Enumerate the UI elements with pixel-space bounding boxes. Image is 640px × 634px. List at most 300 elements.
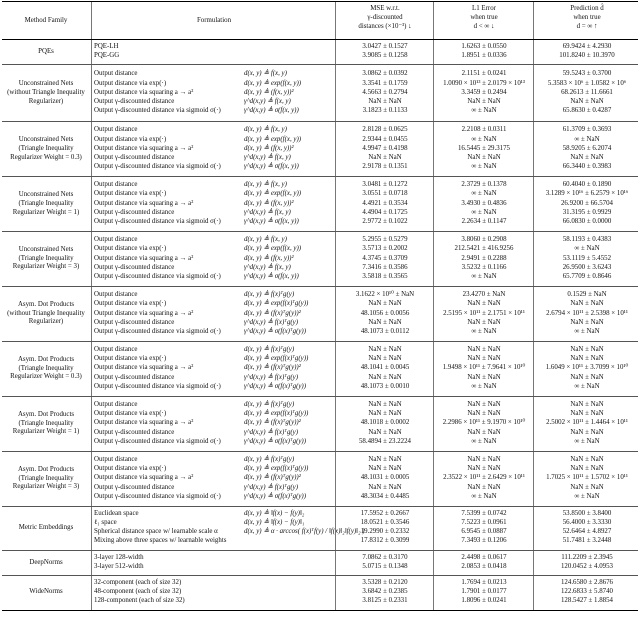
l1-error-cell: NaN ± NaN (467, 483, 501, 491)
method-cell: Output γ-discounted distance (94, 373, 175, 381)
method-family-label-line: (Triangle Inequality (18, 474, 74, 482)
mse-cell: 48.3034 ± 0.4485 (360, 492, 410, 500)
method-group (2, 122, 638, 177)
method-group (2, 65, 638, 122)
column-divider (335, 65, 336, 121)
prediction-cell: 69.9424 ± 4.2930 (562, 43, 612, 50)
prediction-cell: 26.9200 ± 66.5704 (560, 199, 614, 207)
formula-cell: γ^d(x,y) ≜ f(x, y) (244, 97, 291, 105)
l1-error-cell: NaN ± NaN (467, 346, 501, 354)
l1-error-cell: 3.3459 ± 0.2494 (461, 88, 507, 96)
header-l1-error: L1 Error when true d < ∞ ↓ (470, 5, 498, 30)
l1-error-cell: NaN ± NaN (467, 373, 501, 381)
prediction-cell: 1.6049 × 10¹¹ ± 3.7099 × 10¹⁰ (545, 364, 629, 372)
column-divider (91, 287, 92, 341)
column-divider (91, 342, 92, 396)
prediction-cell: ∞ ± NaN (574, 135, 600, 143)
prediction-cell: 65.7709 ± 0.8646 (562, 272, 612, 280)
column-divider (91, 2, 92, 39)
formula-cell: d(x, y) ≜ (f(x, y))² (244, 144, 294, 152)
mse-cell: 5.2955 ± 0.5279 (362, 236, 408, 244)
method-family-label-line: Unconstrained Nets (18, 136, 74, 144)
method-family-label-line: Asym. Dot Products (17, 466, 75, 474)
table-row (2, 236, 638, 245)
prediction-cell: ∞ ± NaN (574, 382, 600, 390)
method-group (2, 177, 638, 232)
l1-error-cell: 1.8951 ± 0.0336 (461, 52, 507, 60)
mse-cell: NaN ± NaN (368, 410, 402, 418)
formula-cell: γ^d(x,y) ≜ f(x)ᵀg(y) (244, 318, 299, 326)
mse-cell: 48.1041 ± 0.0045 (360, 364, 410, 372)
prediction-cell: 2.5002 × 10¹¹ ± 1.4464 × 10¹¹ (546, 419, 628, 427)
prediction-cell: NaN ± NaN (570, 483, 604, 491)
method-cell: Output distance (94, 236, 138, 244)
l1-error-cell: ∞ ± NaN (471, 208, 497, 216)
prediction-cell: 66.0830 ± 0.0000 (562, 218, 612, 225)
method-cell: Output distance via squaring a → a² (94, 309, 194, 317)
column-divider (335, 177, 336, 231)
mse-cell: NaN ± NaN (368, 428, 402, 436)
method-family-label-line: Asym. Dot Products (17, 411, 75, 419)
table-row (2, 319, 638, 328)
column-divider (433, 65, 434, 121)
l1-error-cell: 1.7901 ± 0.0177 (461, 588, 507, 596)
method-family-label-line: DeepNorms (29, 558, 63, 566)
l1-error-cell: 2.5195 × 10¹¹ ± 2.1751 × 10¹¹ (443, 309, 525, 317)
l1-error-cell: 2.3729 ± 0.1378 (461, 181, 507, 189)
header-method-family: Method Family (24, 17, 68, 24)
table-row (2, 310, 638, 319)
column-divider (533, 2, 534, 39)
formula-cell: d(x, y) ≜ f(x)ᵀg(y) (244, 346, 295, 354)
table-row (2, 528, 638, 537)
column-divider (91, 122, 92, 176)
method-cell: Output γ-discounted distance via sigmoid σ(·) (94, 492, 221, 500)
l1-error-cell: 7.5399 ± 0.0742 (461, 509, 507, 517)
method-family-label-line: Asym. Dot Products (17, 301, 75, 309)
mse-cell: 4.9947 ± 0.4198 (362, 144, 408, 152)
method-family-label-line: (without Triangle Inequality (7, 89, 85, 97)
table-row (2, 190, 638, 199)
formula-cell: γ^d(x,y) ≜ σ(f(x, y)) (244, 107, 299, 115)
formula-cell: γ^d(x,y) ≜ σ(f(x)ᵀg(y)) (244, 437, 307, 445)
mse-cell: NaN ± NaN (368, 346, 402, 354)
method-cell: Output distance via squaring a → a² (94, 88, 194, 96)
mse-cell: 3.1823 ± 0.1133 (362, 107, 408, 115)
l1-error-cell: 2.2986 × 10¹¹ ± 9.1970 × 10¹⁰ (442, 419, 526, 427)
mse-cell: 3.3541 ± 0.1759 (362, 79, 408, 87)
l1-error-cell: 2.0853 ± 0.0418 (461, 562, 507, 570)
l1-error-cell: 3.8060 ± 0.2908 (461, 236, 507, 244)
method-family-label-line: Regularizer) (28, 318, 64, 326)
header-prediction: Prediction d̂ when true d = ∞ ↑ (570, 5, 604, 30)
table-row (2, 154, 638, 163)
column-divider (533, 40, 534, 64)
formula-cell: γ^d(x,y) ≜ f(x)ᵀg(y) (244, 428, 299, 436)
prediction-cell: 0.1529 ± NaN (567, 291, 607, 299)
method-group (2, 551, 638, 576)
formula-cell: d(x, y) ≜ (f(x)ᵀg(y))² (244, 419, 301, 427)
method-family-label-line: Metric Embeddings (18, 523, 74, 531)
prediction-cell: NaN ± NaN (570, 318, 604, 326)
formula-cell: γ^d(x,y) ≜ σ(f(x, y)) (244, 218, 299, 225)
l1-error-cell: 2.4498 ± 0.0617 (461, 553, 507, 561)
method-group (2, 40, 638, 65)
prediction-cell: 61.3709 ± 0.3693 (562, 126, 612, 134)
l1-error-cell: NaN ± NaN (467, 401, 501, 408)
formula-cell: γ^d(x,y) ≜ f(x)ᵀg(y) (244, 373, 299, 381)
formula-cell: d(x, y) ≜ f(x, y) (244, 126, 287, 134)
table-row (2, 126, 638, 135)
table-row (2, 209, 638, 218)
method-family-label-line: Unconstrained Nets (18, 246, 74, 254)
method-cell: 32-component (each of size 32) (94, 579, 182, 586)
method-cell: Output distance via squaring a → a² (94, 144, 194, 152)
prediction-cell: 66.3440 ± 0.3983 (562, 163, 612, 171)
method-cell: Output γ-discounted distance via sigmoid σ(·) (94, 163, 221, 171)
mse-cell: 48.1018 ± 0.0002 (360, 419, 410, 427)
prediction-cell: ∞ ± NaN (574, 245, 600, 253)
mse-cell: 48.1073 ± 0.0112 (360, 327, 410, 335)
mse-cell: 18.0521 ± 0.3546 (360, 519, 410, 527)
column-divider (335, 122, 336, 176)
mse-cell: 4.3745 ± 0.3709 (362, 254, 408, 262)
formula-cell: d(x, y) ≜ f(x)ᵀg(y) (244, 291, 295, 299)
prediction-cell: 101.8240 ± 10.3970 (559, 52, 615, 60)
method-cell: 128-component (each of size 32) (94, 597, 185, 605)
table-body (2, 40, 638, 611)
table-row (2, 410, 638, 419)
column-divider (533, 551, 534, 575)
method-cell: Output distance (94, 291, 138, 299)
table-row (2, 465, 638, 474)
method-cell: Output γ-discounted distance via sigmoid σ(·) (94, 107, 221, 115)
mse-cell: 7.3416 ± 0.3586 (362, 263, 408, 271)
l1-error-cell: 7.3493 ± 0.1206 (461, 537, 507, 545)
formula-cell: d(x, y) ≜ (f(x, y))² (244, 254, 294, 262)
column-divider (533, 122, 534, 176)
l1-error-cell: ∞ ± NaN (471, 327, 497, 335)
formula-cell: d(x, y) ≜ exp(f(x)ᵀg(y)) (244, 300, 309, 308)
mse-cell: NaN ± NaN (368, 355, 402, 363)
table-row (2, 554, 638, 563)
method-cell: Euclidean space (94, 509, 139, 517)
method-cell: PQE-GG (94, 52, 120, 60)
table-row (2, 52, 638, 61)
prediction-cell: 59.5243 ± 0.3700 (562, 70, 612, 78)
method-cell: Output distance via exp(·) (94, 355, 167, 363)
mse-cell: 2.9178 ± 0.1351 (362, 163, 408, 171)
mse-cell: 3.9085 ± 0.1258 (362, 52, 408, 60)
column-divider (91, 177, 92, 231)
l1-error-cell: 23.4270 ± NaN (462, 291, 506, 299)
column-divider (433, 2, 434, 39)
mse-cell: 3.0862 ± 0.0392 (362, 70, 408, 78)
table-row (2, 255, 638, 264)
mse-cell: 4.4904 ± 0.1725 (362, 208, 408, 216)
method-cell: 48-component (each of size 32) (94, 588, 182, 596)
prediction-cell: NaN ± NaN (570, 97, 604, 105)
table-row (2, 98, 638, 107)
formula-cell: d(x, y) ≜ f(x, y) (244, 181, 287, 189)
prediction-cell: NaN ± NaN (570, 300, 604, 308)
table-row (2, 291, 638, 300)
formula-cell: γ^d(x,y) ≜ σ(f(x)ᵀg(y)) (244, 382, 307, 390)
table-row (2, 438, 638, 447)
method-family-label-line: Regularizer Weight = 3) (12, 263, 80, 271)
l1-error-cell: 16.5445 ± 29.3175 (457, 144, 511, 152)
formula-cell: d(x, y) ≜ f(x)ᵀg(y) (244, 401, 295, 408)
method-cell: Output distance (94, 346, 138, 354)
formula-cell: d(x, y) ≜ exp(f(x, y)) (244, 190, 302, 198)
method-cell: Output distance via squaring a → a² (94, 199, 194, 207)
method-cell: Output distance via exp(·) (94, 245, 167, 253)
mse-cell: 4.5663 ± 0.2794 (362, 88, 408, 96)
method-family-label-line: (Triangle Inequality (18, 144, 74, 152)
column-divider (533, 507, 534, 550)
method-cell: Output γ-discounted distance (94, 97, 175, 105)
mse-cell: NaN ± NaN (368, 318, 402, 326)
prediction-cell: 5.3583 × 10⁶ ± 1.0582 × 10⁶ (547, 79, 627, 87)
prediction-cell: 2.6794 × 10¹¹ ± 2.5398 × 10¹¹ (546, 309, 628, 317)
mse-cell: 3.5818 ± 0.3565 (362, 272, 408, 280)
column-divider (433, 576, 434, 610)
mse-cell: 3.0481 ± 0.1272 (362, 181, 408, 189)
table-row (2, 328, 638, 337)
column-divider (335, 551, 336, 575)
table-row (2, 519, 638, 528)
prediction-cell: 111.2209 ± 2.3945 (561, 553, 613, 561)
column-divider (91, 40, 92, 64)
method-cell: ℓ₁ space (94, 519, 117, 527)
mse-cell: 3.5713 ± 0.2002 (362, 245, 408, 253)
formula-cell: d(x, y) ≜ (f(x)ᵀg(y))² (244, 474, 301, 482)
l1-error-cell: 6.9545 ± 0.0887 (461, 528, 507, 536)
l1-error-cell: NaN ± NaN (467, 455, 501, 463)
prediction-cell: 1.7025 × 10¹¹ ± 1.5702 × 10¹¹ (546, 474, 628, 482)
mse-cell: 2.9344 ± 0.0455 (362, 135, 408, 143)
l1-error-cell: ∞ ± NaN (471, 437, 497, 445)
method-cell: Output γ-discounted distance (94, 263, 175, 271)
column-divider (533, 177, 534, 231)
method-cell: 3-layer 128-width (94, 553, 144, 561)
method-cell: Output distance via squaring a → a² (94, 364, 194, 372)
mse-cell: NaN ± NaN (368, 465, 402, 473)
prediction-cell: 3.1289 × 10¹⁶ ± 6.2579 × 10¹⁶ (545, 190, 629, 198)
prediction-cell: 120.0452 ± 4.0953 (560, 562, 614, 570)
prediction-cell: 26.9500 ± 3.6243 (562, 263, 612, 271)
formula-cell: d(x, y) ≜ exp(f(x)ᵀg(y)) (244, 465, 309, 473)
table-row (2, 429, 638, 438)
l1-error-cell: 1.0090 × 10¹³ ± 2.0179 × 10¹³ (443, 79, 525, 87)
method-family-label-line: Unconstrained Nets (18, 80, 74, 88)
prediction-cell: NaN ± NaN (570, 355, 604, 363)
mse-cell: 2.9772 ± 0.1022 (362, 218, 408, 225)
table-row (2, 181, 638, 190)
method-family-label-line: Asym. Dot Products (17, 356, 75, 364)
l1-error-cell: NaN ± NaN (467, 318, 501, 326)
prediction-cell: ∞ ± NaN (574, 327, 600, 335)
header-mse: MSE w.r.t. γ-discounted distances (×10⁻³) ↓ (358, 5, 412, 30)
l1-error-cell: NaN ± NaN (467, 153, 501, 161)
formula-cell: d(x, y) ≜ (f(x)ᵀg(y))² (244, 364, 301, 372)
method-cell: Output γ-discounted distance via sigmoid σ(·) (94, 327, 221, 335)
prediction-cell: 122.6833 ± 5.8740 (560, 588, 614, 596)
method-group (2, 232, 638, 287)
method-cell: Output γ-discounted distance via sigmoid σ(·) (94, 382, 221, 390)
prediction-cell: NaN ± NaN (570, 455, 604, 463)
method-group (2, 452, 638, 507)
formula-cell: d(x, y) ≜ ‖f(x) − f(y)‖₂ (244, 509, 305, 517)
l1-error-cell: 2.3522 × 10¹¹ ± 2.6429 × 10¹¹ (443, 474, 525, 482)
column-divider (91, 551, 92, 575)
method-family-label-line: Unconstrained Nets (18, 191, 74, 199)
formula-cell: d(x, y) ≜ α · arccos( f(x)ᵀf(y) / ‖f(x)‖₂‖f(y)‖₂ ) (244, 528, 365, 536)
method-cell: Output γ-discounted distance via sigmoid σ(·) (94, 272, 221, 280)
prediction-cell: 65.8630 ± 0.4287 (562, 107, 612, 115)
table-row (2, 563, 638, 572)
table-row (2, 364, 638, 373)
mse-cell: NaN ± NaN (368, 401, 402, 408)
column-divider (433, 342, 434, 396)
table-row (2, 419, 638, 428)
column-divider (433, 551, 434, 575)
method-family-label-line: (Triangle Inequality (18, 364, 74, 372)
column-divider (433, 452, 434, 506)
formula-cell: d(x, y) ≜ f(x)ᵀg(y) (244, 455, 295, 463)
method-family-label-line: Regularizer Weight = 1) (12, 428, 80, 436)
method-group (2, 507, 638, 551)
header-formulation: Formulation (196, 17, 232, 24)
prediction-cell: NaN ± NaN (570, 346, 604, 354)
mse-cell: NaN ± NaN (368, 97, 402, 105)
table-row (2, 107, 638, 116)
table-row (2, 579, 638, 588)
l1-error-cell: 1.9498 × 10¹¹ ± 7.9641 × 10¹⁰ (442, 364, 526, 372)
formula-cell: γ^d(x,y) ≜ f(x, y) (244, 153, 291, 161)
l1-error-cell: 7.5223 ± 0.0961 (461, 519, 507, 527)
column-divider (533, 397, 534, 451)
l1-error-cell: NaN ± NaN (467, 300, 501, 308)
column-divider (433, 232, 434, 286)
l1-error-cell: 1.6263 ± 0.0550 (461, 43, 507, 50)
method-cell: Output distance (94, 455, 138, 463)
mse-cell: 7.0862 ± 0.3170 (362, 553, 408, 561)
column-divider (533, 232, 534, 286)
method-cell: 3-layer 512-width (94, 562, 144, 570)
column-divider (433, 177, 434, 231)
formula-cell: γ^d(x,y) ≜ σ(f(x)ᵀg(y)) (244, 492, 307, 500)
column-divider (533, 65, 534, 121)
prediction-cell: NaN ± NaN (570, 153, 604, 161)
prediction-cell: 53.8500 ± 3.8400 (562, 509, 612, 517)
mse-cell: 4.4921 ± 0.3534 (362, 199, 408, 207)
method-group (2, 287, 638, 342)
mse-cell: 5.0715 ± 0.1348 (362, 562, 408, 570)
mse-cell: 17.8312 ± 0.3099 (360, 537, 410, 545)
table-row (2, 70, 638, 79)
method-group (2, 576, 638, 611)
formula-cell: γ^d(x,y) ≜ f(x, y) (244, 263, 291, 271)
results-table (2, 1, 638, 611)
method-cell: Mixing above three spaces w/ learnable weights (94, 537, 227, 545)
l1-error-cell: 3.5232 ± 0.1166 (461, 263, 507, 271)
mse-cell: 58.4894 ± 23.2224 (358, 437, 412, 445)
l1-error-cell: 1.7694 ± 0.0213 (461, 579, 507, 586)
method-cell: PQE-LH (94, 43, 119, 50)
prediction-cell: 51.7481 ± 3.2448 (562, 537, 612, 545)
method-cell: Output γ-discounted distance via sigmoid σ(·) (94, 437, 221, 445)
column-divider (433, 122, 434, 176)
mse-cell: NaN ± NaN (368, 455, 402, 463)
l1-error-cell: 2.1151 ± 0.0241 (461, 70, 507, 78)
prediction-cell: NaN ± NaN (570, 410, 604, 418)
prediction-cell: ∞ ± NaN (574, 437, 600, 445)
table-row (2, 597, 638, 606)
mse-cell: NaN ± NaN (368, 373, 402, 381)
table-row (2, 588, 638, 597)
method-group (2, 397, 638, 452)
method-family-label-line: (Triangle Inequality (18, 254, 74, 262)
formula-cell: d(x, y) ≜ exp(f(x, y)) (244, 135, 302, 143)
table-row (2, 493, 638, 502)
column-divider (533, 287, 534, 341)
table-row (2, 537, 638, 546)
column-divider (433, 287, 434, 341)
method-family-label-line: Regularizer Weight = 3) (12, 483, 80, 491)
table-row (2, 264, 638, 273)
l1-error-cell: ∞ ± NaN (471, 272, 497, 280)
method-family-label-line: PQEs (38, 47, 54, 55)
table-row (2, 245, 638, 254)
table-row (2, 43, 638, 52)
column-divider (91, 65, 92, 121)
prediction-cell: 31.3195 ± 0.9929 (562, 208, 612, 216)
column-divider (91, 507, 92, 550)
method-cell: Output γ-discounted distance (94, 153, 175, 161)
l1-error-cell: 3.4930 ± 0.4836 (461, 199, 507, 207)
column-divider (335, 507, 336, 550)
formula-cell: d(x, y) ≜ exp(f(x)ᵀg(y)) (244, 355, 309, 363)
l1-error-cell: ∞ ± NaN (471, 492, 497, 500)
l1-error-cell: NaN ± NaN (467, 355, 501, 363)
column-divider (533, 576, 534, 610)
l1-error-cell: NaN ± NaN (467, 428, 501, 436)
column-divider (91, 397, 92, 451)
table-row (2, 383, 638, 392)
prediction-cell: NaN ± NaN (570, 428, 604, 436)
prediction-cell: ∞ ± NaN (574, 492, 600, 500)
method-family-label-line: (Triangle Inequality (18, 199, 74, 207)
method-cell: Output distance (94, 70, 138, 78)
l1-error-cell: 212.5421 ± 416.9256 (454, 245, 514, 253)
method-cell: Output γ-discounted distance (94, 483, 175, 491)
column-divider (533, 342, 534, 396)
column-divider (335, 40, 336, 64)
table-row (2, 300, 638, 309)
mse-cell: 2.8128 ± 0.0625 (362, 126, 408, 134)
table-row (2, 456, 638, 465)
mse-cell: NaN ± NaN (368, 300, 402, 308)
method-family-label-line: (Triangle Inequality (18, 419, 74, 427)
method-cell: Output γ-discounted distance (94, 318, 175, 326)
formula-cell: γ^d(x,y) ≜ σ(f(x, y)) (244, 163, 299, 171)
mse-cell: 3.0427 ± 0.1527 (362, 43, 408, 50)
column-divider (433, 507, 434, 550)
table-row (2, 346, 638, 355)
mse-cell: 48.1073 ± 0.0010 (360, 382, 410, 390)
mse-cell: 3.5328 ± 0.2120 (362, 579, 408, 586)
